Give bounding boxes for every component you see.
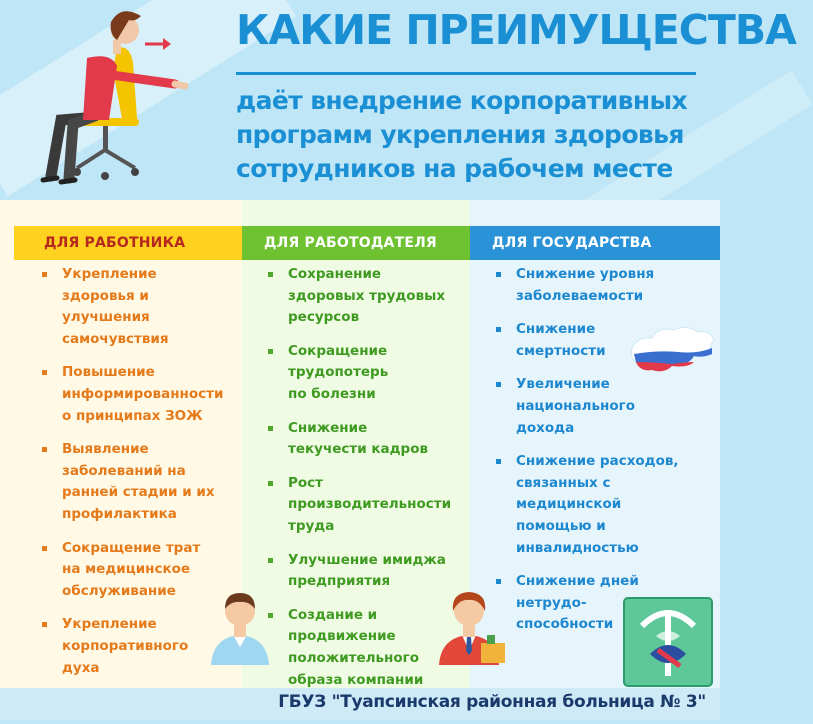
bullet-icon [42,622,47,627]
item-line: Снижение дней [516,573,639,590]
list-item [266,341,466,406]
item-line: Создание и [288,606,378,623]
item-line: ресурсов [288,309,360,326]
bullet-icon [496,382,501,387]
item-line: инвалидностью [516,539,639,556]
item-line: дохода [516,419,575,436]
page-subtitle [236,84,716,186]
item-line: помощью и [516,517,606,534]
item-line: духа [62,659,100,676]
bullet-icon [42,370,47,375]
item-line: Сокращение [288,342,388,359]
page-title: КАКИЕ ПРЕИМУЩЕСТВА [236,6,796,54]
bullet-icon [268,272,273,277]
list-item [266,264,466,329]
list-item [494,451,719,559]
item-line: заболеваемости [516,287,644,304]
list-item [40,439,240,525]
bullet-icon [42,546,47,551]
title-underline [236,72,696,75]
item-line: о принципах ЗОЖ [62,407,203,424]
item-line: здоровых трудовых [288,287,446,304]
organization-name: ГБУЗ "Туапсинская районная больница № 3" [278,692,706,712]
item-line: продвижение [288,628,396,645]
item-line: на медицинское [62,561,191,578]
item-line: ранней стадии и их [62,484,215,501]
bullet-icon [496,327,501,332]
list-item [494,264,719,307]
item-line: Укрепление [62,266,157,282]
item-line: Рост [288,474,323,491]
item-line: Снижение расходов, [516,453,679,470]
item-line: способности [516,616,614,633]
item-line: профилактика [62,505,177,522]
item-line: связанных с [516,474,611,491]
item-line: обслуживание [62,582,176,599]
item-line: трудопотерь [288,364,389,381]
item-line: образа компании [288,671,424,688]
footer-bar [0,688,720,720]
item-line: Увеличение [516,376,610,393]
item-line: производительности [288,496,452,513]
bullet-icon [496,459,501,464]
item-line: информированности [62,385,224,402]
list-item [40,362,240,427]
list-item [266,418,466,461]
column-heading-state: ДЛЯ ГОСУДАРСТВА [470,226,720,260]
woman-stretching-illustration [25,0,225,190]
column-heading-worker: ДЛЯ РАБОТНИКА [14,226,242,260]
item-line: медицинской [516,496,622,513]
item-line: текучести кадров [288,441,429,458]
item-line: корпоративного [62,637,189,654]
item-line: положительного [288,649,419,666]
item-line: улучшения [62,309,150,326]
bullet-icon [268,426,273,431]
item-line: самочувствия [62,330,169,347]
item-line: Снижение [288,419,368,436]
item-line: Повышение [62,364,155,381]
item-line: Выявление [62,441,149,458]
item-line: Сокращение трат [62,539,201,556]
item-line: здоровья и [62,287,149,304]
item-line: национального [516,397,635,414]
man-employer-icon [435,585,510,665]
item-line: труда [288,517,335,534]
bullet-icon [42,447,47,452]
subtitle-line: программ укрепления здоровья [236,120,684,149]
list-item [266,473,466,538]
list-item [494,374,719,439]
item-line: нетрудо- [516,594,587,611]
item-line: Снижение [516,321,596,338]
subtitle-line: даёт внедрение корпоративных [236,86,688,115]
bullet-icon [42,272,47,277]
item-line: предприятия [288,573,391,590]
item-line: Снижение уровня [516,266,655,282]
bullet-icon [268,558,273,563]
item-line: Сохранение [288,266,382,282]
column-heading-employer: ДЛЯ РАБОТОДАТЕЛЯ [242,226,470,260]
item-line: смертности [516,342,606,359]
bullet-icon [268,349,273,354]
bullet-icon [496,579,501,584]
bullet-icon [496,272,501,277]
item-line: по болезни [288,385,376,402]
subtitle-line: сотрудников на рабочем месте [236,154,673,183]
man-employee-icon [205,585,275,665]
hospital-logo-icon [622,596,714,688]
russia-map-icon [628,318,716,380]
item-line: Укрепление [62,616,157,633]
item-line: заболеваний на [62,462,186,479]
bullet-icon [268,481,273,486]
list-item [40,264,240,350]
item-line: Улучшение имиджа [288,551,446,568]
